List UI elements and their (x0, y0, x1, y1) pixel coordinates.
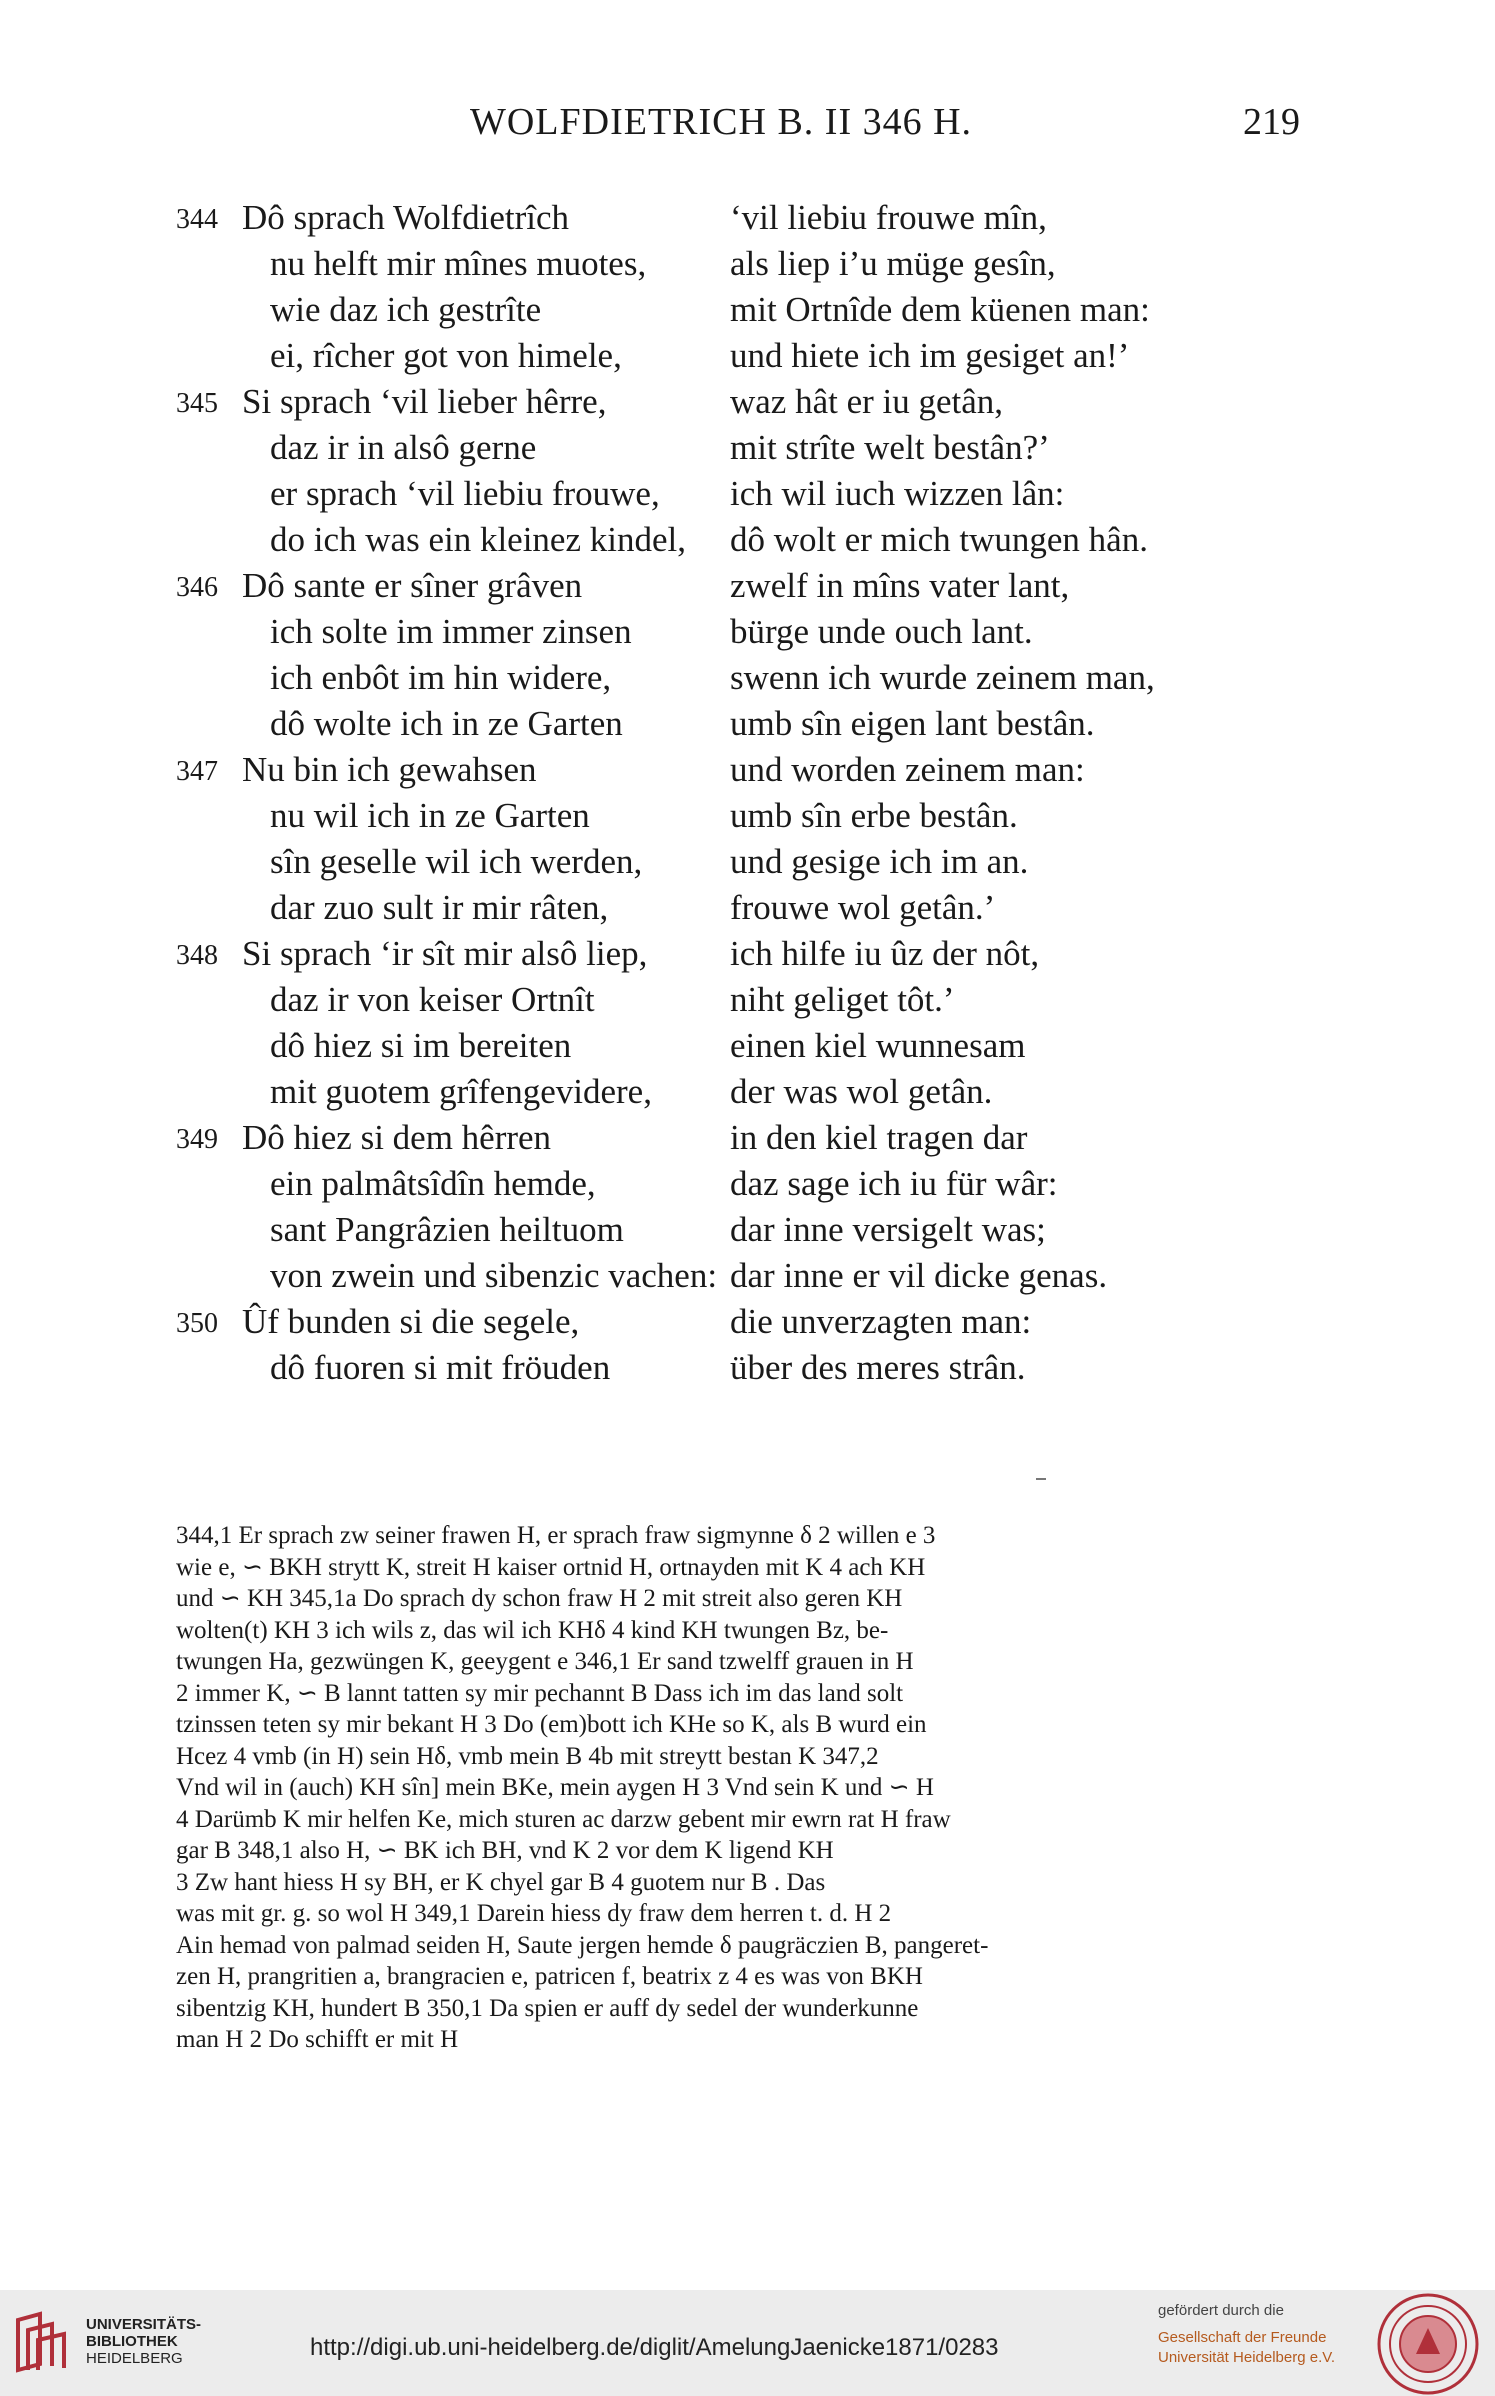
verse-second-half: dar inne er vil dicke genas. (730, 1256, 1108, 1295)
footnote-divider (1036, 1478, 1046, 1480)
stanza-number: 347 (176, 756, 218, 787)
verse-first-half: ich enbôt im hin widere, (270, 658, 612, 697)
verse-first-half: nu helft mir mînes muotes, (270, 244, 647, 283)
verse-line (0, 474, 1495, 520)
verse-second-half: mit Ortnîde dem küenen man: (730, 290, 1150, 329)
verse-line (0, 1348, 1495, 1394)
verse-first-half: sant Pangrâzien heiltuom (270, 1210, 624, 1249)
verse-second-half: und gesige ich im an. (730, 842, 1029, 881)
verse-second-half: ich hilfe iu ûz der nôt, (730, 934, 1040, 973)
library-logo-icon (12, 2310, 70, 2374)
verse-second-half: ich wil iuch wizzen lân: (730, 474, 1065, 513)
verse-first-half: er sprach ‘vil liebiu frouwe, (270, 474, 660, 513)
verse-first-half: dô hiez si im bereiten (270, 1026, 572, 1065)
verse-line (0, 796, 1495, 842)
stanza-number: 348 (176, 940, 218, 971)
sponsor-caption: gefördert durch die (1158, 2302, 1284, 2319)
verse-first-half: Nu bin ich gewahsen (242, 750, 537, 789)
verse-first-half: Si sprach ‘vil lieber hêrre, (242, 382, 607, 421)
verse-second-half: und hiete ich im gesiget an!’ (730, 336, 1130, 375)
sponsor-name (1158, 2328, 1335, 2368)
verse-line (0, 336, 1495, 382)
verse-second-half: zwelf in mîns vater lant, (730, 566, 1070, 605)
verse-line (0, 290, 1495, 336)
verse-line (0, 1256, 1495, 1302)
verse-line (0, 520, 1495, 566)
verse-second-half: mit strîte welt bestân?’ (730, 428, 1050, 467)
verse-line (0, 1210, 1495, 1256)
verse-first-half: sîn geselle wil ich werden, (270, 842, 643, 881)
verse-line (0, 980, 1495, 1026)
verse-second-half: bürge unde ouch lant. (730, 612, 1033, 651)
stanza-number: 344 (176, 204, 218, 235)
verse-line (0, 382, 1495, 428)
verse-second-half: umb sîn eigen lant bestân. (730, 704, 1095, 743)
verse-first-half: nu wil ich in ze Garten (270, 796, 590, 835)
apparatus-line: tzinssen teten sy mir bekant H 3 Do (em)bott ich KHe so K, als B wurd ein (176, 1711, 927, 1738)
apparatus-line: und ∽ KH 345,1a Do sprach dy schon fraw H 2 mit streit also geren KH (176, 1585, 903, 1612)
library-name-line: BIBLIOTHEK (86, 2333, 178, 2350)
apparatus-line: man H 2 Do schifft er mit H (176, 2026, 459, 2053)
verse-first-half: mit guotem grîfengevidere, (270, 1072, 652, 1111)
apparatus-line: Hcez 4 vmb (in H) sein Hδ, vmb mein B 4b mit streytt bestan K 347,2 (176, 1742, 879, 1770)
verse-first-half: daz ir in alsô gerne (270, 428, 537, 467)
verse-first-half: ein palmâtsîdîn hemde, (270, 1164, 596, 1203)
verse-first-half: Dô sante er sîner grâven (242, 566, 583, 605)
verse-first-half: Dô hiez si dem hêrren (242, 1118, 552, 1157)
verse-second-half: niht geliget tôt.’ (730, 980, 955, 1019)
verse-line (0, 1302, 1495, 1348)
verse-second-half: waz hât er iu getân, (730, 382, 1004, 421)
apparatus-line: Ain hemad von palmad seiden H, Saute jergen hemde δ paugräczien B, pangeret- (176, 1931, 989, 1959)
verse-first-half: von zwein und sibenzic vachen: (270, 1256, 718, 1295)
verse-first-half: ei, rîcher got von himele, (270, 336, 622, 375)
verse-second-half: dar inne versigelt was; (730, 1210, 1046, 1249)
verse-line (0, 704, 1495, 750)
sponsor-name-line: Gesellschaft der Freunde (1158, 2329, 1327, 2346)
verse-second-half: in den kiel tragen dar (730, 1118, 1028, 1157)
digitization-footer (0, 2290, 1495, 2396)
running-head: WOLFDIETRICH B. II 346 H. (470, 101, 973, 143)
verse-line (0, 566, 1495, 612)
verse-first-half: dar zuo sult ir mir râten, (270, 888, 609, 927)
verse-second-half: frouwe wol getân.’ (730, 888, 996, 927)
library-name-line: UNIVERSITÄTS- (86, 2316, 202, 2333)
verse-line (0, 658, 1495, 704)
verse-second-half: einen kiel wunnesam (730, 1026, 1026, 1065)
apparatus-line: sibentzig KH, hundert B 350,1 Da spien er auff dy sedel der wunderkunne (176, 1994, 919, 2022)
university-seal-icon (1376, 2292, 1480, 2396)
verse-line (0, 428, 1495, 474)
verse-second-half: swenn ich wurde zeinem man, (730, 658, 1155, 697)
verse-first-half: Ûf bunden si die segele, (242, 1302, 580, 1341)
apparatus-line: wie e, ∽ BKH strytt K, streit H kaiser ortnid H, ortnayden mit K 4 ach KH (176, 1553, 926, 1581)
apparatus-line: gar B 348,1 also H, ∽ BK ich BH, vnd K 2 vor dem K ligend KH (176, 1837, 834, 1864)
verse-second-half: daz sage ich iu für wâr: (730, 1164, 1058, 1203)
verse-second-half: die unverzagten man: (730, 1302, 1032, 1341)
library-name (86, 2316, 201, 2367)
stanza-number: 350 (176, 1308, 218, 1339)
verse-line (0, 244, 1495, 290)
verse-second-half: umb sîn erbe bestân. (730, 796, 1018, 835)
verse-line (0, 934, 1495, 980)
apparatus-line: twungen Ha, gezwüngen K, geeygent e 346,1 Er sand tzwelff grauen in H (176, 1648, 914, 1675)
stanza-number: 346 (176, 572, 218, 603)
verse-second-half: als liep i’u müge gesîn, (730, 244, 1056, 283)
verse-first-half: ich solte im immer zinsen (270, 612, 632, 651)
apparatus-line: wolten(t) KH 3 ich wils z, das wil ich KHδ 4 kind KH twungen Bz, be- (176, 1616, 889, 1644)
verse-line (0, 842, 1495, 888)
page-number: 219 (1243, 101, 1300, 143)
verse-first-half: do ich was ein kleinez kindel, (270, 520, 686, 559)
verse-line (0, 198, 1495, 244)
library-name-line: HEIDELBERG (86, 2350, 183, 2367)
stanza-number: 345 (176, 388, 218, 419)
verse-second-half: dô wolt er mich twungen hân. (730, 520, 1148, 559)
apparatus-line: 4 Darümb K mir helfen Ke, mich sturen ac darzw gebent mir ewrn rat H fraw (176, 1805, 951, 1833)
verse-line (0, 612, 1495, 658)
apparatus-line: 3 Zw hant hiess H sy BH, er K chyel gar B 4 guotem nur B . Das (176, 1868, 826, 1896)
verse-second-half: der was wol getân. (730, 1072, 993, 1111)
verse-first-half: dô fuoren si mit fröuden (270, 1348, 611, 1387)
verse-first-half: Dô sprach Wolfdietrîch (242, 198, 569, 237)
verse-second-half: ‘vil liebiu frouwe mîn, (730, 198, 1047, 237)
apparatus-line: Vnd wil in (auch) KH sîn] mein BKe, mein aygen H 3 Vnd sein K und ∽ H (176, 1774, 934, 1801)
verse-second-half: und worden zeinem man: (730, 750, 1085, 789)
verse-first-half: daz ir von keiser Ortnît (270, 980, 595, 1019)
verse-line (0, 1118, 1495, 1164)
verse-first-half: wie daz ich gestrîte (270, 290, 542, 329)
verse-first-half: Si sprach ‘ir sît mir alsô liep, (242, 934, 648, 973)
verse-line (0, 750, 1495, 796)
sponsor-name-line: Universität Heidelberg e.V. (1158, 2349, 1336, 2366)
critical-apparatus (176, 1520, 1291, 2056)
verse-line (0, 888, 1495, 934)
verse-line (0, 1026, 1495, 1072)
verse-first-half: dô wolte ich in ze Garten (270, 704, 623, 743)
verse-line (0, 1072, 1495, 1118)
permalink-url[interactable]: http://digi.ub.uni-heidelberg.de/diglit/AmelungJaenicke1871/0283 (310, 2334, 999, 2361)
apparatus-line: zen H, prangritien a, brangracien e, patricen f, beatrix z 4 es was von BKH (176, 1963, 923, 1990)
apparatus-line: 344,1 Er sprach zw seiner frawen H, er sprach fraw sigmynne δ 2 willen e 3 (176, 1522, 936, 1549)
apparatus-line: was mit gr. g. so wol H 349,1 Darein hiess dy fraw dem herren t. d. H 2 (176, 1900, 892, 1927)
stanza-number: 349 (176, 1124, 218, 1155)
verse-text (0, 198, 1495, 1394)
apparatus-line: 2 immer K, ∽ B lannt tatten sy mir pechannt B Dass ich im das land solt (176, 1679, 904, 1707)
verse-second-half: über des meres strân. (730, 1348, 1026, 1387)
verse-line (0, 1164, 1495, 1210)
